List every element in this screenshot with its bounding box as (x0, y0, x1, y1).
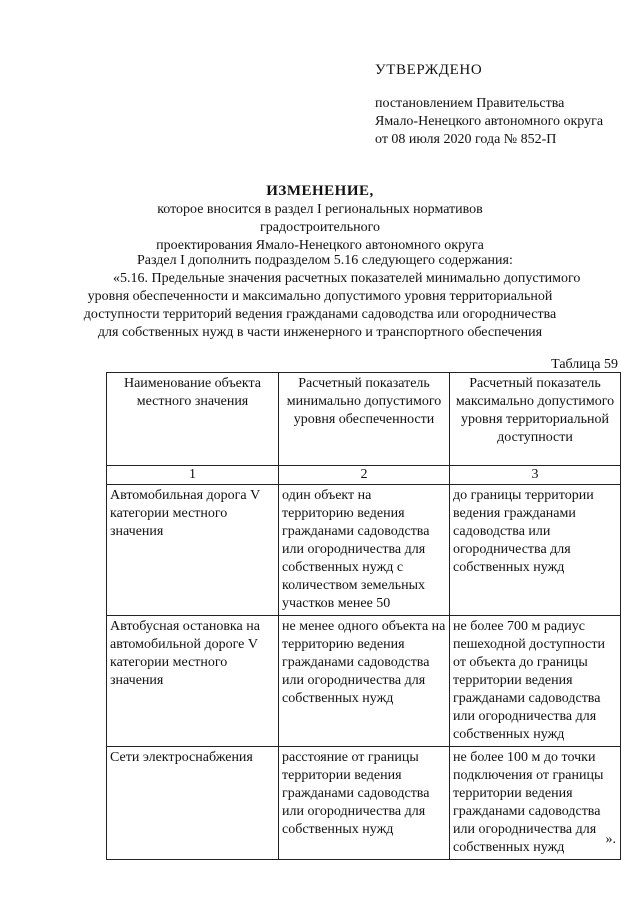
table-cell: не более 700 м радиус пешеходной доступности от объекта до границы территории ведения гражданами садоводства или огородничества для собственных нужд (450, 616, 621, 747)
column-header: Наименование объекта местного значения (107, 373, 279, 466)
table-cell: один объект на территорию ведения гражданами садоводства или огородничества для собственных нужд с количеством земельных участков менее 50 (279, 485, 450, 616)
section-line: для собственных нужд в части инженерного и транспортного обеспечения (97, 325, 543, 340)
approval-line: постановлением Правительства (375, 96, 565, 111)
table-row (107, 485, 621, 616)
column-number-row (107, 466, 621, 485)
intro-paragraph: Раздел I дополнить подразделом 5.16 следующего содержания: (137, 253, 513, 268)
table-cell: Автобусная остановка на автомобильной дороге V категории местного значения (107, 616, 279, 747)
approval-heading: УТВЕРЖДЕНО (375, 62, 483, 78)
column-header: Расчетный показатель максимально допустимого уровня территориальной доступности (450, 373, 621, 466)
document-subtitle (100, 201, 540, 255)
section-line: доступности территорий ведения гражданами садоводства или огородничества (83, 307, 557, 322)
section-line: уровня обеспеченности и максимально допустимого уровня территориальной (87, 289, 553, 304)
section-line: «5.16. Предельные значения расчетных показателей минимально допустимого (113, 271, 581, 286)
table-cell: Сети электроснабжения (107, 747, 279, 860)
table-header-row (107, 373, 621, 466)
column-header: Расчетный показатель минимально допустимого уровня обеспеченности (279, 373, 450, 466)
table-cell: не менее одного объекта на территорию ведения гражданами садоводства или огородничества для собственных нужд (279, 616, 450, 747)
column-number: 3 (450, 466, 621, 485)
column-number: 2 (279, 466, 450, 485)
approval-line: от 08 июля 2020 года № 852-П (375, 132, 557, 147)
subtitle-line: которое вносится в раздел I региональных нормативов градостроительного (157, 202, 483, 235)
approval-line: Ямало-Ненецкого автономного округа (375, 114, 604, 129)
closing-quote: ». (605, 832, 616, 847)
table-row (107, 616, 621, 747)
table-caption: Таблица 59 (551, 357, 618, 372)
subtitle-line: проектирования Ямало-Ненецкого автономного округа (156, 238, 484, 253)
table-cell: Автомобильная дорога V категории местного значения (107, 485, 279, 616)
table-row (107, 747, 621, 860)
table-cell: не более 100 м до точки подключения от границы территории ведения гражданами садоводства или огородничества для собственных нужд (450, 747, 621, 860)
document-title: ИЗМЕНЕНИЕ, (266, 183, 374, 199)
norms-table (106, 372, 621, 860)
table-cell: расстояние от границы территории ведения гражданами садоводства или огородничества для собственных нужд (279, 747, 450, 860)
column-number: 1 (107, 466, 279, 485)
table-cell: до границы территории ведения гражданами садоводства или огородничества для собственных нужд (450, 485, 621, 616)
